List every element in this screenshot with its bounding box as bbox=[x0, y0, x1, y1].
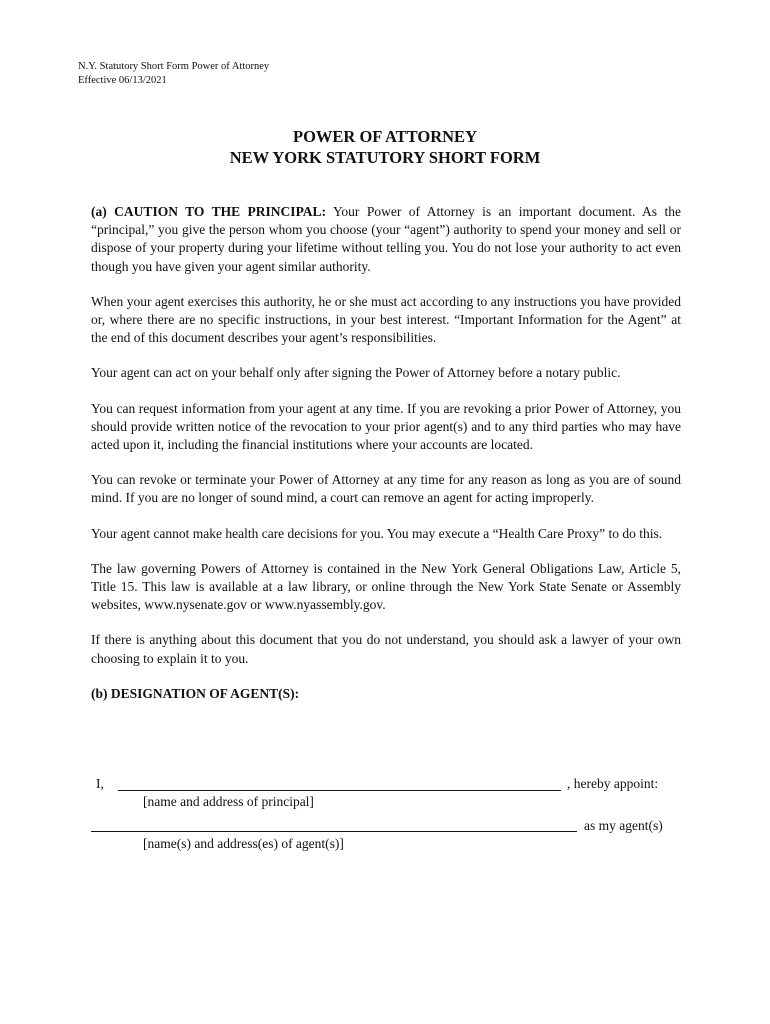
caution-text: Your Power of Attorney is an important document. As the “principal,” you give the person whom you choose (your “agent”) authority to spend your money and sell or dispose of your property during your lifetime without telling you. You do not lose your authority to act even though you have given your agent similar authority. bbox=[91, 204, 681, 274]
principal-name-field[interactable] bbox=[118, 790, 561, 791]
agent-instructions-paragraph: When your agent exercises this authority, he or she must act according to any instructions you have provided or, where there are no specific instructions, in your best interest. “Important Information for the Agent” at the end of this document describes your agent’s responsibilities. bbox=[91, 293, 681, 346]
principal-prefix: I, bbox=[96, 776, 104, 791]
request-information-paragraph: You can request information from your agent at any time. If you are revoking a prior Power of Attorney, you should provide written notice of the revocation to your prior agent(s) and to any third parties who may have acted upon it, including the financial institutions where your accounts are located. bbox=[91, 400, 681, 453]
principal-caption: [name and address of principal] bbox=[143, 794, 314, 809]
ask-lawyer-paragraph: If there is anything about this document that you do not understand, you should ask a lawyer of your own choosing to explain it to you. bbox=[91, 632, 681, 666]
notary-paragraph: Your agent can act on your behalf only after signing the Power of Attorney before a notary public. bbox=[91, 365, 621, 381]
title-line-1: POWER OF ATTORNEY bbox=[293, 127, 477, 146]
hereby-appoint-text: , hereby appoint: bbox=[567, 776, 659, 791]
form-header bbox=[78, 60, 269, 88]
as-my-agents-text: as my agent(s) bbox=[584, 818, 663, 833]
revoke-paragraph: You can revoke or terminate your Power of Attorney at any time for any reason as long as you are of sound mind. If you are no longer of sound mind, a court can remove an agent for acting improperly. bbox=[91, 472, 681, 506]
caution-heading: (a) CAUTION TO THE PRINCIPAL: bbox=[91, 204, 327, 219]
designation-heading: (b) DESIGNATION OF AGENT(S): bbox=[91, 685, 300, 701]
effective-date: Effective 06/13/2021 bbox=[78, 75, 167, 86]
agents-caption: [name(s) and address(es) of agent(s)] bbox=[143, 836, 344, 851]
form-name: N.Y. Statutory Short Form Power of Attorney bbox=[78, 61, 270, 72]
document-title bbox=[0, 126, 770, 168]
caution-paragraph bbox=[91, 203, 681, 276]
agents-name-field[interactable] bbox=[91, 831, 577, 832]
title-line-2: NEW YORK STATUTORY SHORT FORM bbox=[229, 148, 541, 167]
document-body bbox=[91, 203, 681, 720]
governing-law-paragraph: The law governing Powers of Attorney is contained in the New York General Obligations Law, Article 5, Title 15. This law is available at a law library, or online through the New York State Senate or Assembly websites, www.nysenate.gov or www.nyassembly.gov. bbox=[91, 560, 681, 613]
health-care-paragraph: Your agent cannot make health care decisions for you. You may execute a “Health Care Proxy” to do this. bbox=[91, 525, 663, 541]
